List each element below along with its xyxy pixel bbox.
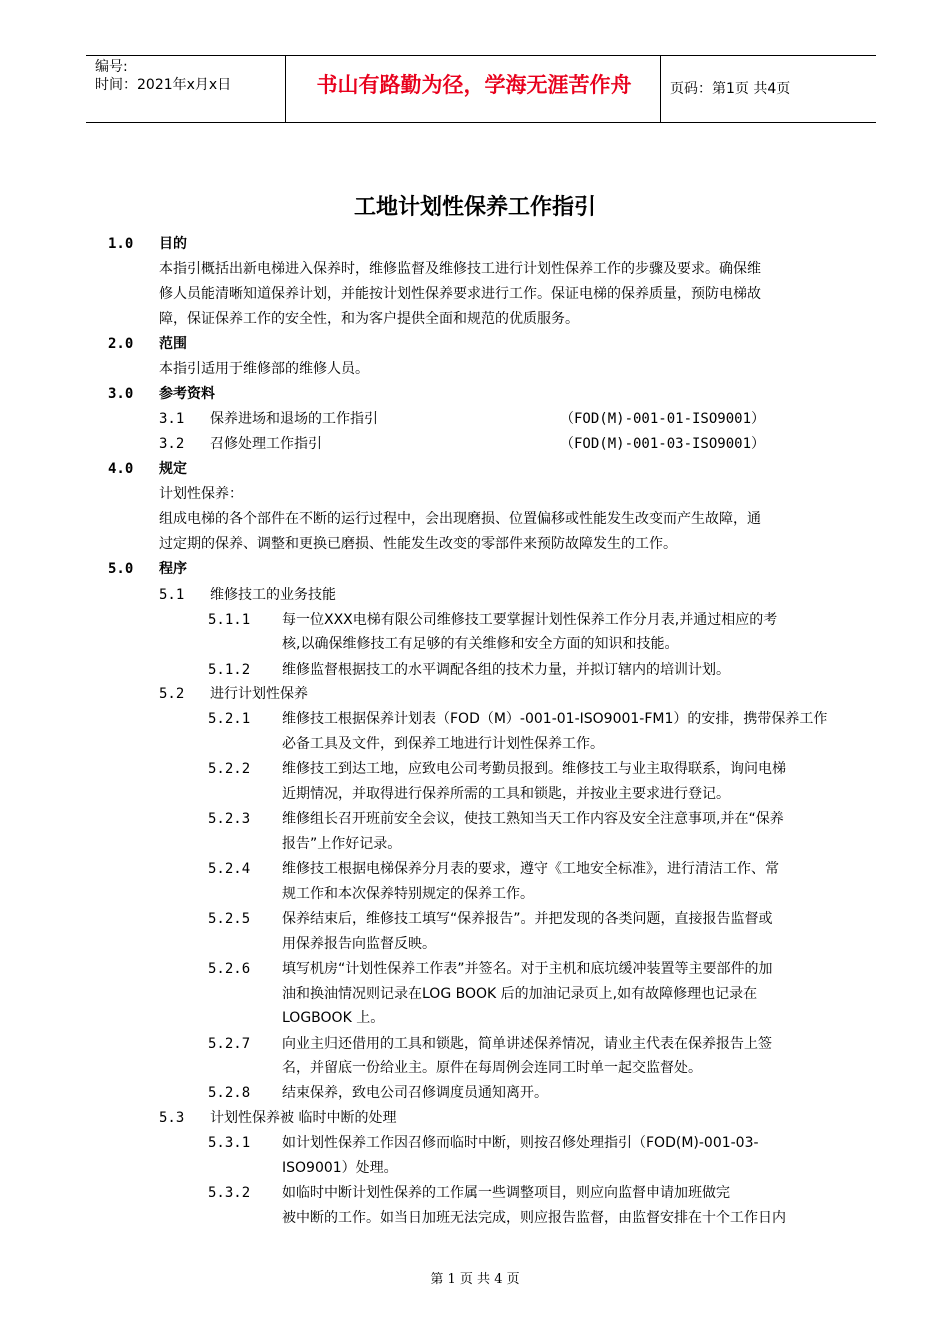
subsection-title: 进行计划性保养 (210, 686, 308, 702)
page-footer: 第 1 页 共 4 页 (430, 1272, 520, 1287)
paragraph-line: 障，保证保养工作的安全性，和为客户提供全面和规范的优质服务。 (159, 311, 579, 327)
section-heading: 程序 (159, 561, 187, 577)
header-bottom-rule (86, 122, 876, 123)
section-number: 5.0 (108, 561, 134, 577)
item-number: 5.2.4 (208, 861, 251, 877)
header-top-rule (86, 55, 876, 56)
section-number: 2.0 (108, 336, 134, 352)
section-heading: 规定 (159, 461, 187, 477)
item-line: 被中断的工作。如当日加班无法完成，则应报告监督，由监督安排在十个工作日内 (282, 1210, 786, 1226)
item-line: 保养结束后，维修技工填写“保养报告”。并把发现的各类问题，直接报告监督或 (282, 911, 773, 927)
item-number: 5.3.2 (208, 1185, 251, 1201)
paragraph-line: 本指引适用于维修部的维修人员。 (159, 361, 369, 377)
item-number: 5.2.5 (208, 911, 251, 927)
item-line: 必备工具及文件，到保养工地进行计划性保养工作。 (282, 736, 604, 752)
item-number: 5.2.8 (208, 1085, 251, 1101)
item-line: 用保养报告向监督反映。 (282, 936, 436, 952)
subsection-number: 5.1 (159, 587, 185, 603)
item-line: 维修技工根据保养计划表（FOD（M）-001-01-ISO9001-FM1）的安排，携带保养工作 (282, 711, 828, 727)
item-line: 如计划性保养工作因召修而临时中断，则按召修处理指引（FOD(M)-001-03- (282, 1135, 759, 1151)
item-line: 如临时中断计划性保养的工作属一些调整项目，则应向监督申请加班做完 (282, 1185, 730, 1201)
subsection-title: 计划性保养被 临时中断的处理 (210, 1110, 397, 1126)
section-number: 3.0 (108, 386, 134, 402)
item-line: 核,以确保维修技工有足够的有关维修和安全方面的知识和技能。 (282, 636, 679, 652)
header-divider-right (660, 55, 661, 123)
header-number-label: 编号: (95, 59, 128, 75)
paragraph-line: 过定期的保养、调整和更换已磨损、性能发生改变的零部件来预防故障发生的工作。 (159, 536, 677, 552)
reference-code: （FOD(M)-001-03-ISO9001） (560, 436, 766, 452)
item-number: 5.3.1 (208, 1135, 251, 1151)
item-line: 名，并留底一份给业主。原件在每周例会连同工时单一起交监督处。 (282, 1060, 702, 1076)
item-line: 向业主归还借用的工具和锁匙，简单讲述保养情况，请业主代表在保养报告上签 (282, 1036, 772, 1052)
section-heading: 目的 (159, 236, 187, 252)
section-heading: 范围 (159, 336, 187, 352)
reference-number: 3.1 (159, 411, 185, 427)
paragraph-line: 组成电梯的各个部件在不断的运行过程中，会出现磨损、位置偏移或性能发生改变而产生故障，通 (159, 511, 761, 527)
item-number: 5.2.7 (208, 1036, 251, 1052)
item-number: 5.2.2 (208, 761, 251, 777)
header-page-info: 页码：第1页 共4页 (670, 81, 791, 97)
item-line: 油和换油情况则记录在LOG BOOK 后的加油记录页上,如有故障修理也记录在 (282, 986, 758, 1002)
document-title: 工地计划性保养工作指引 (353, 195, 596, 220)
item-line: 维修组长召开班前安全会议，使技工熟知当天工作内容及安全注意事项,并在“保养 (282, 811, 784, 827)
header-time-label: 时间：2021年x月x日 (95, 77, 232, 93)
reference-title: 召修处理工作指引 (210, 436, 322, 452)
item-line: 每一位XXX电梯有限公司维修技工要掌握计划性保养工作分月表,并通过相应的考 (282, 612, 778, 628)
item-line: 维修监督根据技工的水平调配各组的技术力量，并拟订辖内的培训计划。 (282, 662, 730, 678)
item-number: 5.2.6 (208, 961, 251, 977)
section-number: 4.0 (108, 461, 134, 477)
header-motto: 书山有路勤为径，学海无涯苦作舟 (316, 72, 632, 97)
subsection-number: 5.3 (159, 1110, 185, 1126)
item-line: LOGBOOK 上。 (282, 1010, 385, 1026)
subsection-title: 维修技工的业务技能 (210, 587, 336, 603)
section-number: 1.0 (108, 236, 134, 252)
item-number: 5.2.1 (208, 711, 251, 727)
header-divider-left (285, 55, 286, 123)
item-line: 规工作和本次保养特别规定的保养工作。 (282, 886, 534, 902)
item-number: 5.2.3 (208, 811, 251, 827)
item-line: 近期情况，并取得进行保养所需的工具和锁匙，并按业主要求进行登记。 (282, 786, 730, 802)
paragraph-line: 计划性保养： (159, 486, 243, 502)
section-heading: 参考资料 (159, 386, 215, 402)
item-number: 5.1.2 (208, 662, 251, 678)
reference-number: 3.2 (159, 436, 185, 452)
header-meta (95, 58, 231, 94)
item-line: 维修技工到达工地，应致电公司考勤员报到。维修技工与业主取得联系，询问电梯 (282, 761, 786, 777)
item-number: 5.1.1 (208, 612, 251, 628)
item-line: 报告”上作好记录。 (282, 836, 402, 852)
item-line: 结束保养，致电公司召修调度员通知离开。 (282, 1085, 548, 1101)
subsection-number: 5.2 (159, 686, 185, 702)
paragraph-line: 本指引概括出新电梯进入保养时，维修监督及维修技工进行计划性保养工作的步骤及要求。确保维 (159, 261, 761, 277)
reference-title: 保养进场和退场的工作指引 (210, 411, 378, 427)
item-line: 填写机房“计划性保养工作表”并签名。对于主机和底坑缓冲装置等主要部件的加 (282, 961, 773, 977)
reference-code: （FOD(M)-001-01-ISO9001） (560, 411, 766, 427)
item-line: 维修技工根据电梯保养分月表的要求，遵守《工地安全标准》，进行清洁工作、常 (282, 861, 779, 877)
paragraph-line: 修人员能清晰知道保养计划，并能按计划性保养要求进行工作。保证电梯的保养质量，预防电梯故 (159, 286, 761, 302)
item-line: ISO9001）处理。 (282, 1160, 398, 1176)
